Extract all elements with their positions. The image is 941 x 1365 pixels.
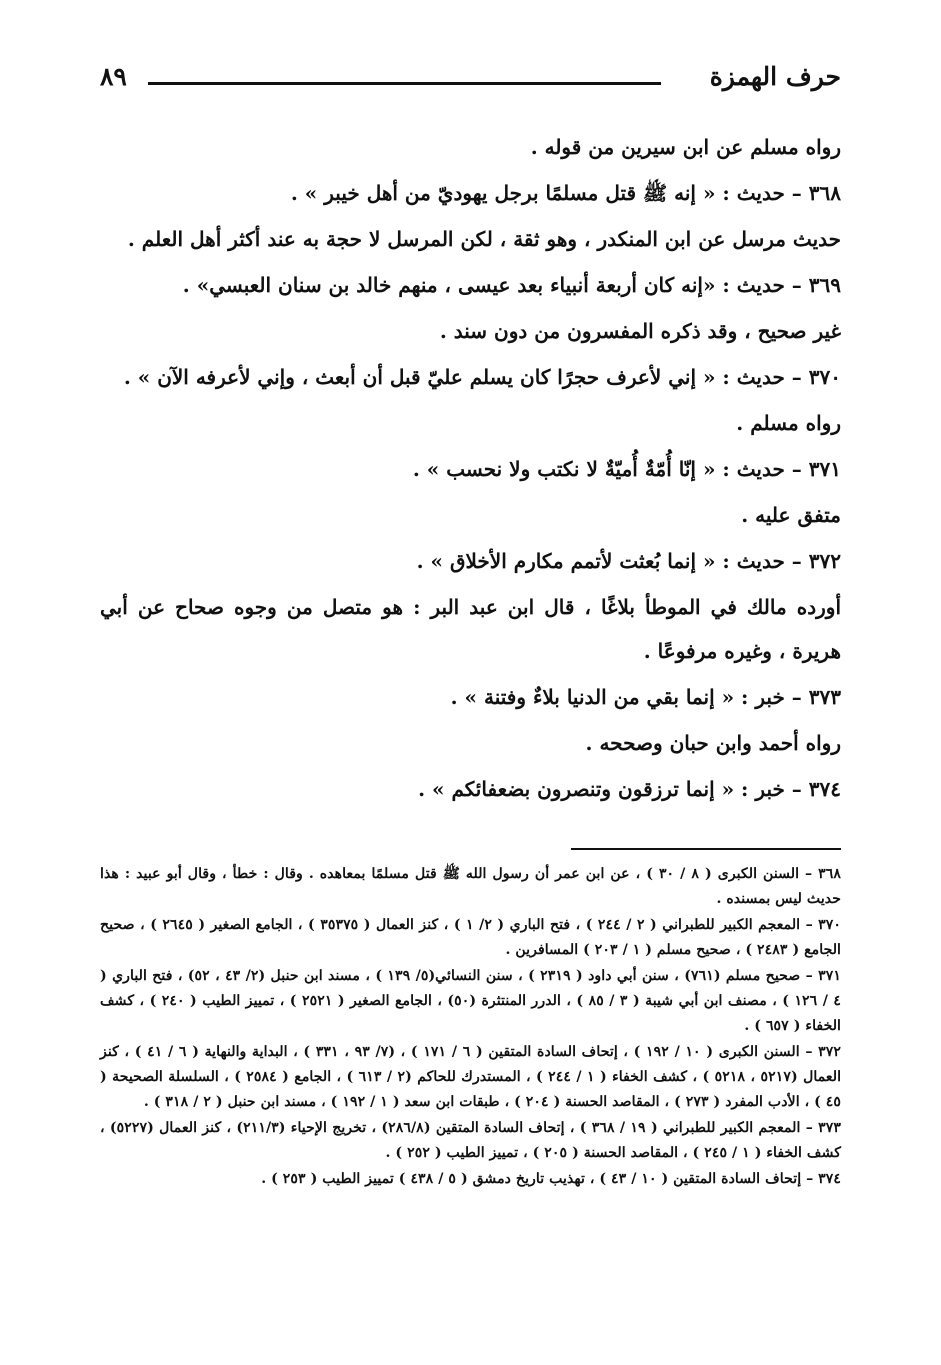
main-text [100, 125, 841, 813]
footnotes [100, 862, 841, 1193]
page-number: ٨٩ [100, 62, 127, 91]
hadith-entry-374: ٣٧٤ – خبر : « إنما ترزقون وتنصرون بضعفائكم » . [418, 777, 841, 801]
footnote-368: ٣٦٨ – السنن الكبرى ( ٨ / ٣٠ ) ، عن ابن عمر أن رسول الله ﷺ قتل مسلمًا بمعاهده . وقال : خطأ ، وقال أبو عبيد : هذا حديث ليس بمسنده . [100, 866, 841, 907]
hadith-entry-373: ٣٧٣ – خبر : « إنما بقي من الدنيا بلاءٌ وفتنة » . [450, 685, 841, 709]
footnote-373: ٣٧٣ – المعجم الكبير للطبراني ( ١٩ / ٣٦٨ ) ، إتحاف السادة المتقين (٢٨٦/٨) ، تخريج الإحياء (٢١١/٣) ، كنز العمال (٥٢٢٧) ، كشف الخفاء ( ١ / ٢٤٥ ) ، المقاصد الحسنة ( ٢٠٥ ) ، تمييز الطيب ( ٢٥٢ ) . [100, 1120, 842, 1161]
footnote-371: ٣٧١ – صحيح مسلم (٧٦١) ، سنن أبي داود ( ٢٣١٩ ) ، سنن النسائي(٥/ ١٣٩ ) ، مسند ابن حنبل (٢/ ٤٣ ، ٥٢) ، فتح الباري ( ٤ / ١٢٦ ) ، مصنف ابن أبي شيبة ( ٣ / ٨٥ ) ، الدرر المنتثرة (٥٠) ، الجامع الصغير ( ٢٥٢١ ) ، تمييز الطيب ( ٢٤٠ ) ، كشف الخفاء ( ٦٥٧ ) . [100, 968, 842, 1034]
footnote-374: ٣٧٤ – إتحاف السادة المتقين ( ١٠ / ٤٣ ) ، تهذيب تاريخ دمشق ( ٥ / ٤٣٨ ) تمييز الطيب ( ٢٥٣ ) . [261, 1171, 841, 1187]
body-paragraph: متفق عليه . [741, 503, 841, 527]
hadith-entry-372: ٣٧٢ – حديث : « إنما بُعثت لأتمم مكارم الأخلاق » . [416, 549, 841, 573]
hadith-entry-371: ٣٧١ – حديث : « إنّا أُمّةٌ أُميّةٌ لا نكتب ولا نحسب » . [412, 457, 841, 481]
body-paragraph: أورده مالك في الموطأ بلاغًا ، قال ابن عبد البر : هو متصل من وجوه صحاح عن أبي هريرة ، وغيره مرفوعًا . [100, 595, 841, 663]
chapter-title: حرف الهمزة [709, 62, 841, 91]
body-paragraph: حديث مرسل عن ابن المنكدر ، وهو ثقة ، لكن المرسل لا حجة به عند أكثر أهل العلم . [127, 227, 841, 251]
hadith-entry-370: ٣٧٠ – حديث : « إني لأعرف حجرًا كان يسلم عليّ قبل أن أبعث ، وإني لأعرفه الآن » . [123, 365, 841, 389]
hadith-entry-369: ٣٦٩ – حديث : «إنه كان أربعة أنبياء بعد عيسى ، منهم خالد بن سنان العبسي» . [182, 273, 841, 297]
hadith-entry-368: ٣٦٨ – حديث : « إنه ﷺ قتل مسلمًا برجل يهوديّ من أهل خيبر » . [290, 181, 841, 205]
body-paragraph: رواه مسلم . [736, 411, 841, 435]
footnote-370: ٣٧٠ – المعجم الكبير للطبراني ( ٢ / ٢٤٤ ) ، فتح الباري ( ٢/ ١ ) ، كنز العمال ( ٣٥٣٧٥ ) ، الجامع الصغير ( ٢٦٤٥ ) ، صحيح الجامع ( ٢٤٨٣ ) ، صحيح مسلم ( ١ / ٢٠٣ ) المسافرين . [100, 917, 842, 958]
footnote-372: ٣٧٢ – السنن الكبرى ( ١٠ / ١٩٢ ) ، إتحاف السادة المتقين ( ٦ / ١٧١ ) ، (٧/ ٩٣ ، ٣٣١ ) ، البداية والنهاية ( ٦ / ٤١ ) ، كنز العمال (٥٢١٧ ، ٥٢١٨ ) ، كشف الخفاء ( ١ / ٢٤٤ ) ، المستدرك للحاكم (٢ / ٦١٣ ) ، الجامع ( ٢٥٨٤ ) ، السلسلة الصحيحة ( ٤٥ ) ، الأدب المفرد ( ٢٧٣ ) ، المقاصد الحسنة ( ٢٠٤ ) ، طبقات ابن سعد ( ١ / ١٩٢ ) ، مسند ابن حنبل ( ٢ / ٣١٨ ) . [100, 1044, 842, 1110]
body-paragraph: غير صحيح ، وقد ذكره المفسرون من دون سند . [439, 319, 841, 343]
body-paragraph: رواه أحمد وابن حبان وصححه . [585, 731, 841, 755]
footnote-separator [571, 848, 841, 850]
body-paragraph: رواه مسلم عن ابن سيرين من قوله . [530, 135, 841, 159]
page-header [100, 62, 841, 102]
header-rule [148, 82, 661, 85]
